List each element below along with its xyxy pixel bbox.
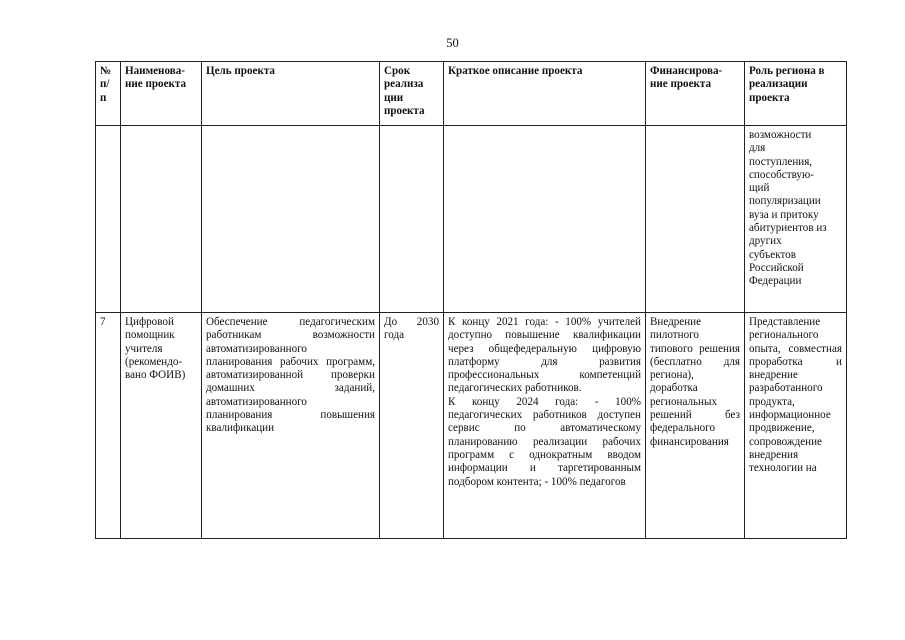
cell-region-role-continued: возможности для поступления, способствую- щий популяризации вуза и притоку абитуриентов из других субъектов Российской Федерации xyxy=(745,126,847,313)
cell-empty xyxy=(380,126,444,313)
cell-project-name: Цифровой помощник учителя (рекомендо- вано ФОИВ) xyxy=(121,313,202,539)
cell-project-goal: Обеспечение педагогическим работникам возможности автоматизированного планирования рабочих программ, автоматизированной проверки домашних заданий, автоматизированного планирования повышения квалификации xyxy=(202,313,380,539)
cell-empty xyxy=(121,126,202,313)
cell-empty xyxy=(646,126,745,313)
cell-empty xyxy=(96,126,121,313)
cell-project-description: К концу 2021 года: - 100% учителей доступно повышение квалификации через общефедеральную цифровую платформу для развития профессиональных компетенций педагогических работников. К концу 2024 года: - 100% педагогических работников доступен сервис по автоматическому планированию реализации рабочих программ с однократным вводом информации и таргетированным подбором контента; - 100% педагогов xyxy=(444,313,646,539)
cell-project-term: До 2030 года xyxy=(380,313,444,539)
cell-project-financing: Внедрение пилотного типового решения (бесплатно для региона), доработка региональных решений без федерального финансирования xyxy=(646,313,745,539)
header-region-role: Роль региона в реализации проекта xyxy=(745,62,847,126)
header-project-name: Наименова- ние проекта xyxy=(121,62,202,126)
cell-number: 7 xyxy=(96,313,121,539)
table-row-7 xyxy=(96,313,847,539)
table-header-row xyxy=(96,62,847,126)
header-project-term: Срок реализа ции проекта xyxy=(380,62,444,126)
header-project-description: Краткое описание проекта xyxy=(444,62,646,126)
page-number: 50 xyxy=(446,36,459,50)
table-row-continuation xyxy=(96,126,847,313)
cell-region-role: Представление регионального опыта, совместная проработка и внедрение разработанного продукта, информационное продвижение, сопровождение внедрения технологии на xyxy=(745,313,847,539)
cell-empty xyxy=(202,126,380,313)
header-project-goal: Цель проекта xyxy=(202,62,380,126)
header-number: № п/ п xyxy=(96,62,121,126)
projects-table xyxy=(95,61,847,539)
header-project-financing: Финансирова- ние проекта xyxy=(646,62,745,126)
cell-empty xyxy=(444,126,646,313)
